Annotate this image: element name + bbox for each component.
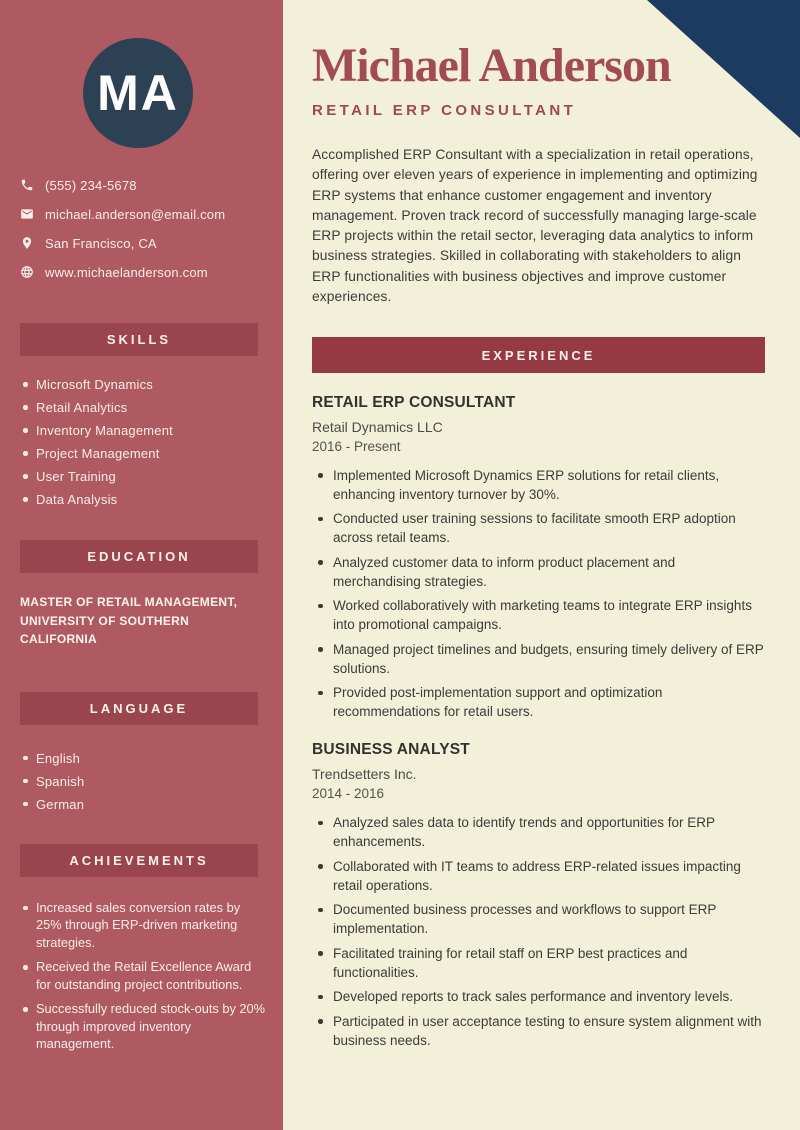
skill-item: Project Management	[20, 442, 283, 465]
job-company: Retail Dynamics LLC	[312, 418, 443, 435]
achievement-item: Received the Retail Excellence Award for outstanding project contributions.	[20, 958, 269, 993]
education-text	[20, 593, 266, 649]
contact-location-row	[20, 233, 283, 253]
job-bullet: Documented business processes and workflows to support ERP implementation.	[312, 900, 765, 938]
avatar	[83, 38, 193, 148]
contact-email-row	[20, 204, 283, 224]
job-dates: 2016 - Present	[312, 438, 401, 454]
job-company: Trendsetters Inc.	[312, 766, 417, 783]
skill-item: Retail Analytics	[20, 396, 283, 419]
contact-phone-row	[20, 175, 283, 195]
achievements-list	[20, 899, 269, 1053]
achievements-section-header: ACHIEVEMENTS	[20, 844, 258, 877]
skill-item: Data Analysis	[20, 488, 283, 511]
experience-section-header: EXPERIENCE	[312, 337, 765, 373]
job-title: RETAIL ERP CONSULTANT	[312, 394, 516, 412]
job-bullet: Participated in user acceptance testing to ensure system alignment with business needs.	[312, 1012, 765, 1050]
language-item: German	[20, 793, 283, 816]
job-role-subtitle: RETAIL ERP CONSULTANT	[312, 102, 577, 119]
job-bullet: Managed project timelines and budgets, ensuring timely delivery of ERP solutions.	[312, 640, 765, 678]
language-item: English	[20, 747, 283, 770]
skills-list	[20, 373, 283, 511]
job-bullet: Provided post-implementation support and optimization recommendations for retail users.	[312, 683, 765, 721]
contact-location: San Francisco, CA	[45, 235, 157, 251]
job-entry-business-analyst	[312, 741, 765, 1049]
language-list	[20, 747, 283, 816]
skills-section-header: SKILLS	[20, 323, 258, 356]
skill-item: Inventory Management	[20, 419, 283, 442]
globe-icon	[20, 265, 34, 279]
profile-summary: Accomplished ERP Consultant with a specialization in retail operations, offering over eleven years of experience in implementing and optimizing ERP systems that enhance customer engagement and inventory management. Proven track record of successfully managing large-scale ERP projects within the retail sector, leveraging data analytics to inform business strategies. Skilled in collaborating with stakeholders to align ERP functionalities with business objectives and improve customer experiences.	[312, 147, 758, 305]
job-bullet: Implemented Microsoft Dynamics ERP solutions for retail clients, enhancing inventory turnover by 30%.	[312, 466, 765, 504]
phone-icon	[20, 178, 34, 192]
language-item: Spanish	[20, 770, 283, 793]
location-pin-icon	[20, 236, 34, 250]
main-column	[283, 0, 800, 1130]
envelope-icon	[20, 207, 34, 221]
contact-block	[20, 175, 283, 282]
skill-item: User Training	[20, 465, 283, 488]
job-dates: 2014 - 2016	[312, 786, 385, 802]
job-bullet: Worked collaboratively with marketing teams to integrate ERP insights into promotional campaigns.	[312, 596, 765, 634]
achievement-item: Increased sales conversion rates by 25% through ERP-driven marketing strategies.	[20, 899, 269, 952]
job-bullet: Analyzed customer data to inform product placement and merchandising strategies.	[312, 553, 765, 591]
skill-item: Microsoft Dynamics	[20, 373, 283, 396]
contact-phone: (555) 234-5678	[45, 177, 137, 193]
job-bullet-list	[312, 466, 765, 722]
job-title: BUSINESS ANALYST	[312, 741, 470, 759]
job-bullet: Developed reports to track sales performance and inventory levels.	[312, 987, 765, 1006]
achievement-item: Successfully reduced stock-outs by 20% through improved inventory management.	[20, 1000, 269, 1053]
job-bullet-list	[312, 813, 765, 1050]
avatar-initials: MA	[97, 65, 179, 121]
page-title: Michael Anderson	[312, 39, 671, 92]
job-entry-retail-erp-consultant	[312, 394, 765, 721]
language-section-header: LANGUAGE	[20, 692, 258, 725]
job-bullet: Conducted user training sessions to facilitate smooth ERP adoption across retail teams.	[312, 509, 765, 547]
education-line: MASTER OF RETAIL MANAGEMENT,	[20, 595, 238, 609]
contact-email-link[interactable]: michael.anderson@email.com	[45, 206, 226, 222]
contact-website-link[interactable]: www.michaelanderson.com	[45, 264, 208, 280]
education-line: UNIVERSITY OF SOUTHERN CALIFORNIA	[20, 613, 190, 646]
contact-website-row	[20, 262, 283, 282]
job-bullet: Analyzed sales data to identify trends and opportunities for ERP enhancements.	[312, 813, 765, 851]
education-section-header: EDUCATION	[20, 540, 258, 573]
job-bullet: Collaborated with IT teams to address ERP-related issues impacting retail operations.	[312, 857, 765, 895]
job-bullet: Facilitated training for retail staff on ERP best practices and functionalities.	[312, 944, 765, 982]
sidebar	[0, 0, 283, 1130]
